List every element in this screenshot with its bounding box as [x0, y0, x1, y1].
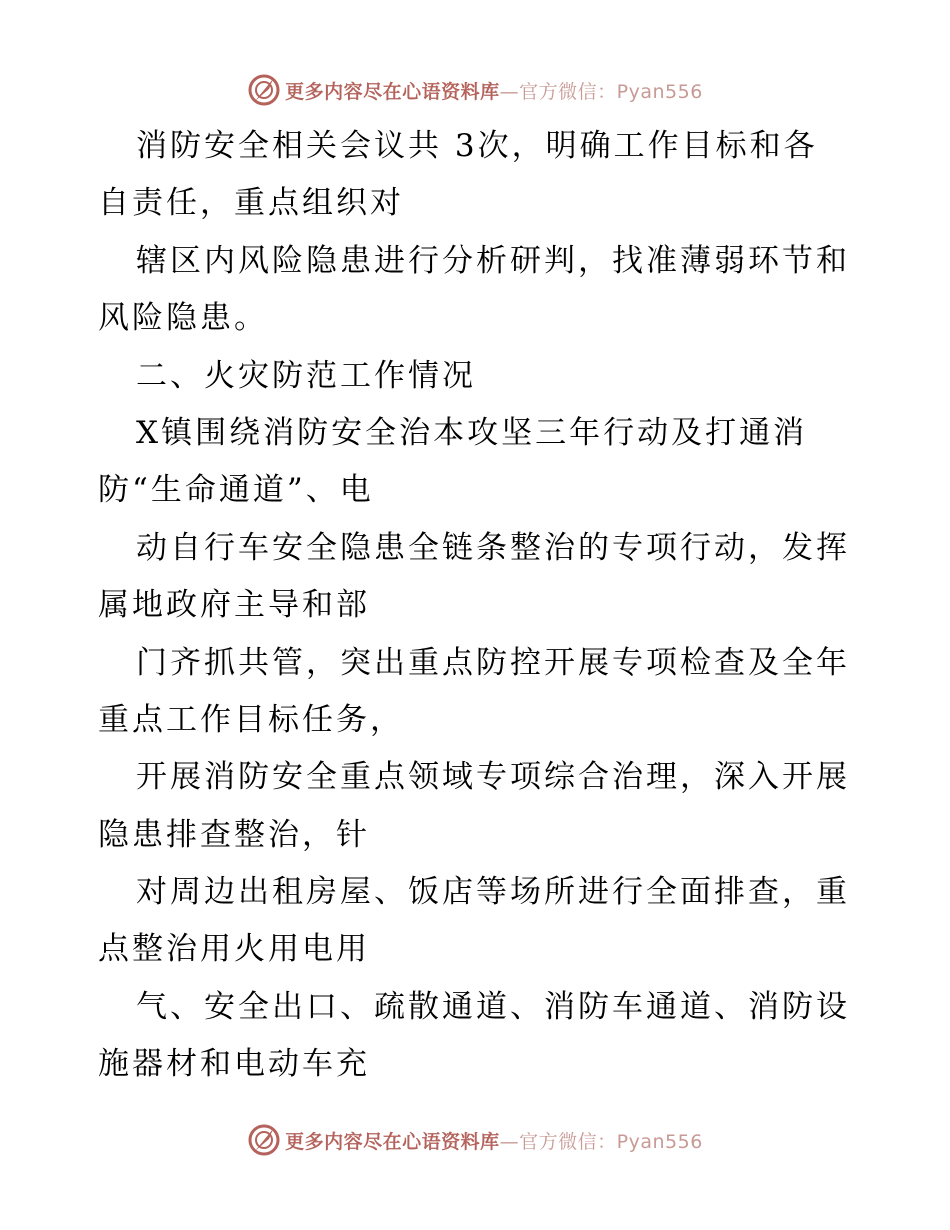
- body-line: 开展消防安全重点领域专项综合治理，深入开展: [136, 759, 850, 796]
- quill-logo-icon: [247, 1123, 281, 1157]
- body-line: 辖区内风险隐患进行分析研判，找准薄弱环节和: [136, 242, 850, 279]
- footer-banner-text: [285, 1127, 703, 1154]
- body-line: 点整治用火用电用: [98, 931, 370, 968]
- footer-watermark-banner: [0, 1120, 950, 1160]
- body-line: 隐患排查整治，针: [98, 816, 370, 853]
- body-line: 气、安全出口、疏散通道、消防车通道、消防设: [136, 988, 850, 1025]
- header-watermark-banner: [0, 70, 950, 110]
- footer-official-account: —官方微信：Pyan556: [499, 1130, 703, 1153]
- body-line: 重点工作目标任务，: [98, 701, 404, 738]
- body-line: 对周边出租房屋、饭店等场所进行全面排查，重: [136, 874, 850, 911]
- header-banner-text: [285, 77, 703, 104]
- body-line: 自责任，重点组织对: [98, 185, 404, 222]
- body-line: 消防安全相关会议共 3次，明确工作目标和各: [136, 128, 818, 164]
- section-heading: 二、火灾防范工作情况: [136, 357, 476, 394]
- document-body: [98, 118, 858, 1094]
- footer-site-name: 更多内容尽在心语资料库: [285, 1130, 500, 1153]
- header-official-account: —官方微信：Pyan556: [499, 80, 703, 103]
- quill-logo-icon: [247, 73, 281, 107]
- body-line: 动自行车安全隐患全链条整治的专项行动，发挥: [136, 529, 850, 566]
- body-line: 风险隐患。: [98, 300, 268, 337]
- body-line: 门齐抓共管，突出重点防控开展专项检查及全年: [136, 644, 850, 681]
- body-line: X镇围绕消防安全治本攻坚三年行动及打通消: [136, 414, 808, 451]
- body-line: 施器材和电动车充: [98, 1046, 370, 1083]
- body-line: 属地政府主导和部: [98, 587, 370, 624]
- header-site-name: 更多内容尽在心语资料库: [285, 80, 500, 103]
- body-line: 防“生命通道”、电: [98, 472, 374, 509]
